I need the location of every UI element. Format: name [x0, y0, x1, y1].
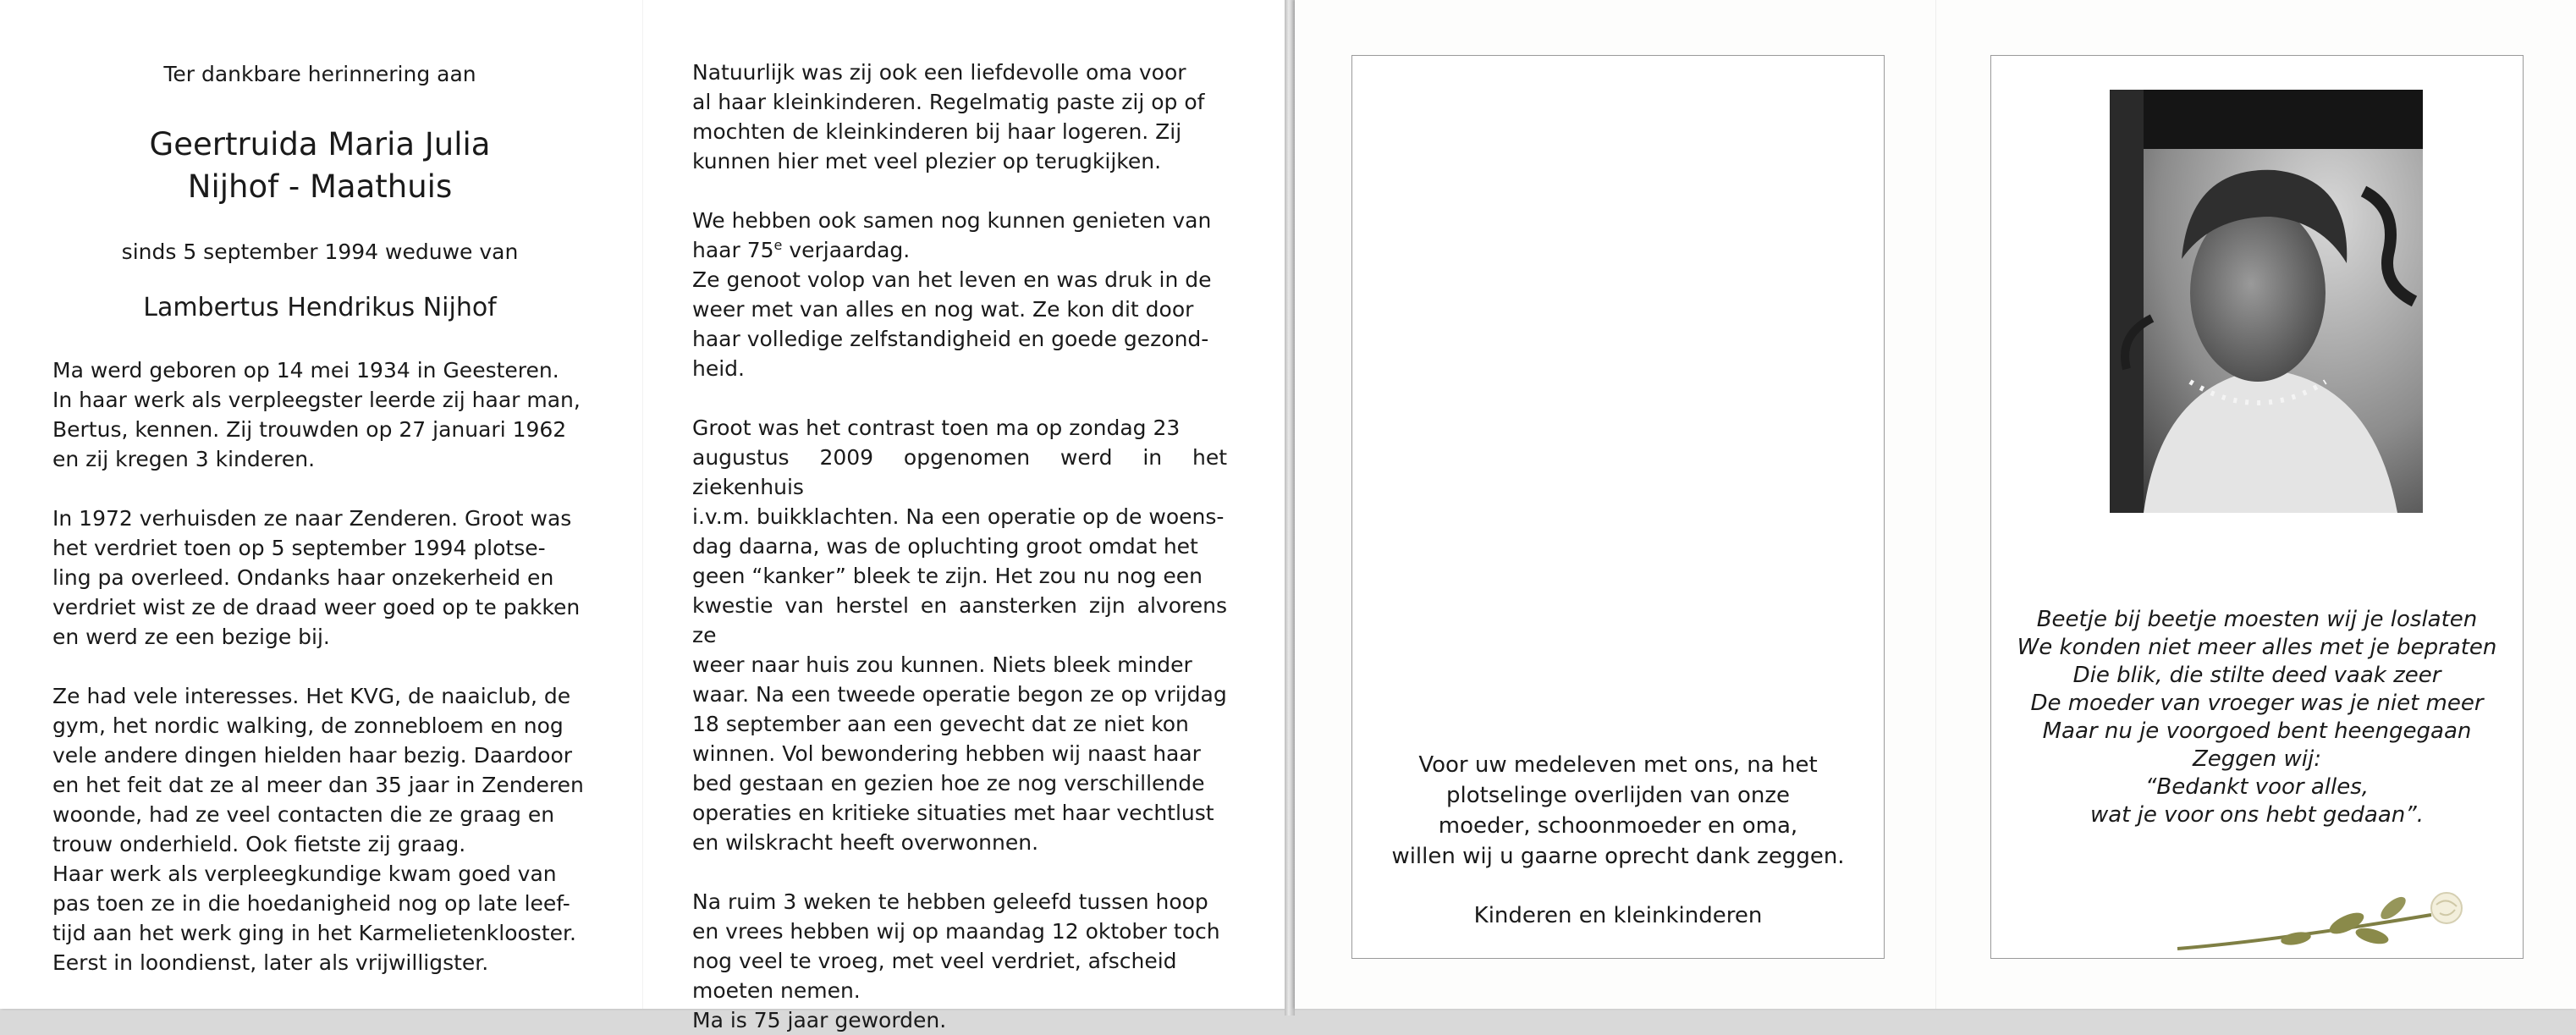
bio-line: vele andere dingen hielden haar bezig. Daardoor [52, 743, 573, 768]
text-line: Ma is 75 jaar geworden. [692, 1008, 947, 1032]
text-line: Natuurlijk was zij ook een liefdevolle oma voor [692, 60, 1186, 85]
poem-line: Beetje bij beetje moesten wij je loslaten [2036, 607, 2478, 632]
text-line: weer met van alles en nog wat. Ze kon dit door [692, 297, 1194, 322]
bio-line: gym, het nordic walking, de zonnebloem en nog [52, 713, 564, 738]
bio-line: In haar werk als verpleegster leerde zij haar man, [52, 388, 581, 412]
text-line: Groot was het contrast toen ma op zondag 23 [692, 416, 1181, 440]
text-line: winnen. Vol bewondering hebben wij naast haar [692, 741, 1201, 766]
rose-icon [2177, 889, 2482, 957]
text-line: weer naar huis zou kunnen. Niets bleek minder [692, 652, 1192, 677]
photo-card [1990, 55, 2524, 959]
ordinal-suffix: e [773, 237, 783, 253]
birthday-text-end: verjaardag. [782, 238, 911, 262]
thanks-line: willen wij u gaarne oprecht dank zeggen. [1391, 844, 1845, 869]
text-line: en wilskracht heeft overwonnen. [692, 830, 1039, 855]
bio-line: Ma werd geboren op 14 mei 1934 in Geesteren. [52, 358, 559, 383]
thanks-line: plotselinge overlijden van onze [1445, 783, 1791, 808]
text-line: moeten nemen. [692, 978, 861, 1003]
text-line: operaties en kritieke situaties met haar vechtlust [692, 801, 1214, 825]
bio-line: Haar werk als verpleegkundige kwam goed van [52, 862, 557, 886]
intro-line: Ter dankbare herinnering aan [163, 62, 476, 86]
fold-line [1935, 0, 1936, 1009]
birthday-line [692, 235, 1227, 265]
paragraph-gap [692, 176, 1227, 206]
portrait-photo [2110, 90, 2423, 513]
bio-line: en het feit dat ze al meer dan 35 jaar in Zenderen [52, 773, 584, 797]
text-line: i.v.m. buikklachten. Na een operatie op de woens- [692, 504, 1225, 529]
bio-line: het verdriet toen op 5 september 1994 plotse- [52, 536, 546, 560]
text-line: dag daarna, was de opluchting groot omdat het [692, 534, 1198, 559]
poem-line: De moeder van vroeger was je niet meer [2030, 691, 2484, 716]
paragraph-gap [52, 652, 587, 681]
poem-line: “Bedankt voor alles, [2144, 774, 2370, 800]
bio-line: Eerst in loondienst, later als vrijwilligster. [52, 950, 489, 975]
bio-line: In 1972 verhuisden ze naar Zenderen. Groot was [52, 506, 572, 531]
bio-line: en zij kregen 3 kinderen. [52, 447, 316, 471]
text-line: Ze genoot volop van het leven en was druk in de [692, 267, 1212, 292]
name-line-1: Geertruida Maria Julia [149, 126, 491, 162]
poem-line: Die blik, die stilte deed vaak zeer [2072, 663, 2441, 688]
paragraph-gap [692, 383, 1227, 413]
bio-line: Ze had vele interesses. Het KVG, de naaiclub, de [52, 684, 571, 708]
poem-line: wat je voor ons hebt gedaan”. [2089, 802, 2424, 828]
text-line: waar. Na een tweede operatie begon ze op vrijdag [692, 682, 1227, 707]
thanks-line: moeder, schoonmoeder en oma, [1438, 813, 1798, 839]
text-line: 18 september aan een gevecht dat ze niet kon [692, 712, 1189, 736]
text-line: We hebben ook samen nog kunnen genieten van [692, 208, 1212, 233]
fold-line [642, 0, 643, 1009]
left-sheet [0, 0, 1285, 1032]
portrait-photo-graphic [2110, 90, 2423, 513]
thanks-line: Voor uw medeleven met ons, na het [1418, 752, 1818, 778]
thanks-card [1351, 55, 1885, 959]
text-line: geen “kanker” bleek te zijn. Het zou nu nog een [692, 564, 1203, 588]
biography-text [52, 355, 587, 977]
widow-line: sinds 5 september 1994 weduwe van [121, 239, 519, 264]
deceased-name [52, 124, 587, 208]
name-line-2: Nijhof - Maathuis [187, 168, 453, 205]
bio-line: tijd aan het werk ging in het Karmelietenklooster. [52, 921, 576, 945]
bio-line: ling pa overleed. Ondanks haar onzekerheid en [52, 565, 554, 590]
poem-line: Zeggen wij: [2192, 746, 2322, 772]
bio-line: en werd ze een bezige bij. [52, 625, 330, 649]
text-line: haar volledige zelfstandigheid en goede gezond- [692, 327, 1209, 351]
text-line: nog veel te vroeg, met veel verdriet, afscheid [692, 949, 1177, 973]
husband-name: Lambertus Hendrikus Nijhof [143, 293, 497, 322]
poem [1991, 606, 2523, 829]
text-line: al haar kleinkinderen. Regelmatig paste zij op of [692, 90, 1205, 114]
bio-line: pas toen ze in die hoedanigheid nog op late leef- [52, 891, 570, 916]
bio-line: Bertus, kennen. Zij trouwden op 27 januari 1962 [52, 417, 567, 442]
text-line: bed gestaan en gezien hoe ze nog verschillende [692, 771, 1205, 796]
text-line: kwestie van herstel en aansterken zijn alvorens ze [692, 593, 1227, 647]
poem-line: Maar nu je voorgoed bent heengegaan [2042, 718, 2472, 744]
bio-line: trouw onderhield. Ook fietste zij graag. [52, 832, 466, 856]
paragraph-gap [52, 474, 587, 504]
card-spine [1285, 0, 1295, 1016]
text-line: augustus 2009 opgenomen werd in het ziekenhuis [692, 445, 1227, 499]
text-line: en vrees hebben wij op maandag 12 oktober toch [692, 919, 1220, 944]
birthday-text: haar 75 [692, 238, 774, 262]
bio-line: woonde, had ze veel contacten die ze graag en [52, 802, 555, 827]
thanks-text [1352, 750, 1884, 931]
text-line: mochten de kleinkinderen bij haar logeren. Zij [692, 119, 1182, 144]
text-line: Na ruim 3 weken te hebben geleefd tussen hoop [692, 889, 1208, 914]
bio-line: verdriet wist ze de draad weer goed op te pakken [52, 595, 581, 619]
family-signature: Kinderen en kleinkinderen [1473, 903, 1763, 928]
text-line: kunnen hier met veel plezier op terugkijken. [692, 149, 1162, 173]
page-2 [692, 58, 1227, 1035]
paragraph-gap [692, 857, 1227, 887]
text-line: heid. [692, 356, 745, 381]
poem-line: We konden niet meer alles met je bepraten [2017, 635, 2497, 660]
